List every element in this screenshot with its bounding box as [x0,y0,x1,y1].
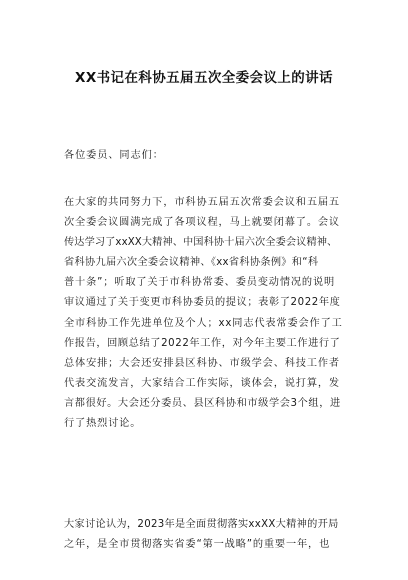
paragraph-line: 之年，是全市贯彻落实省委“第一战略”的重要一年，也 [64,539,331,551]
greeting: 各位委员、同志们： [64,150,164,161]
paragraph-line: 在大家的共同努力下，市科协五届五次常委会议和五届五 [64,197,340,208]
paragraph-line: 省科协九届六次全委会议精神、《xx省科协条例》和“科 [64,257,319,269]
paragraph-line: 总体安排；大会还安排县区科协、市级学会、科技工作者 [64,357,340,369]
paragraph-line: 传达学习了xxXX大精神、中国科协十届六次全委会议精神、 [64,237,338,249]
paragraph-line: 普十条”；听取了关于市科协常委、委员变动情况的说明 [64,277,336,289]
paragraph-line: 大家讨论认为，2023年是全面贯彻落实xxXX大精神的开局 [64,519,339,530]
paragraph-line: 代表交流发言，大家结合工作实际，谈体会，说打算，发 [64,377,340,389]
paragraph-line: 全市科协工作先进单位及个人；xx同志代表常委会作了工 [64,317,343,329]
paragraph-2 [64,515,339,555]
document-title: XX书记在科协五届五次全委会议上的讲话 [75,70,333,86]
paragraph-line: 作报告，回顾总结了2022年工作，对今年主要工作进行了 [64,337,341,349]
paragraph-line: 行了热烈讨论。 [64,418,142,430]
paragraph-line: 次全委会议圆满完成了各项议程，马上就要闭幕了。会议 [64,217,340,229]
paragraph-1 [64,193,343,434]
paragraph-line: 审议通过了关于变更市科协委员的提议；表彰了2022年度 [64,297,341,309]
paragraph-line: 言都很好。大会还分委员、县区科协和市级学会3个组，进 [64,397,341,409]
